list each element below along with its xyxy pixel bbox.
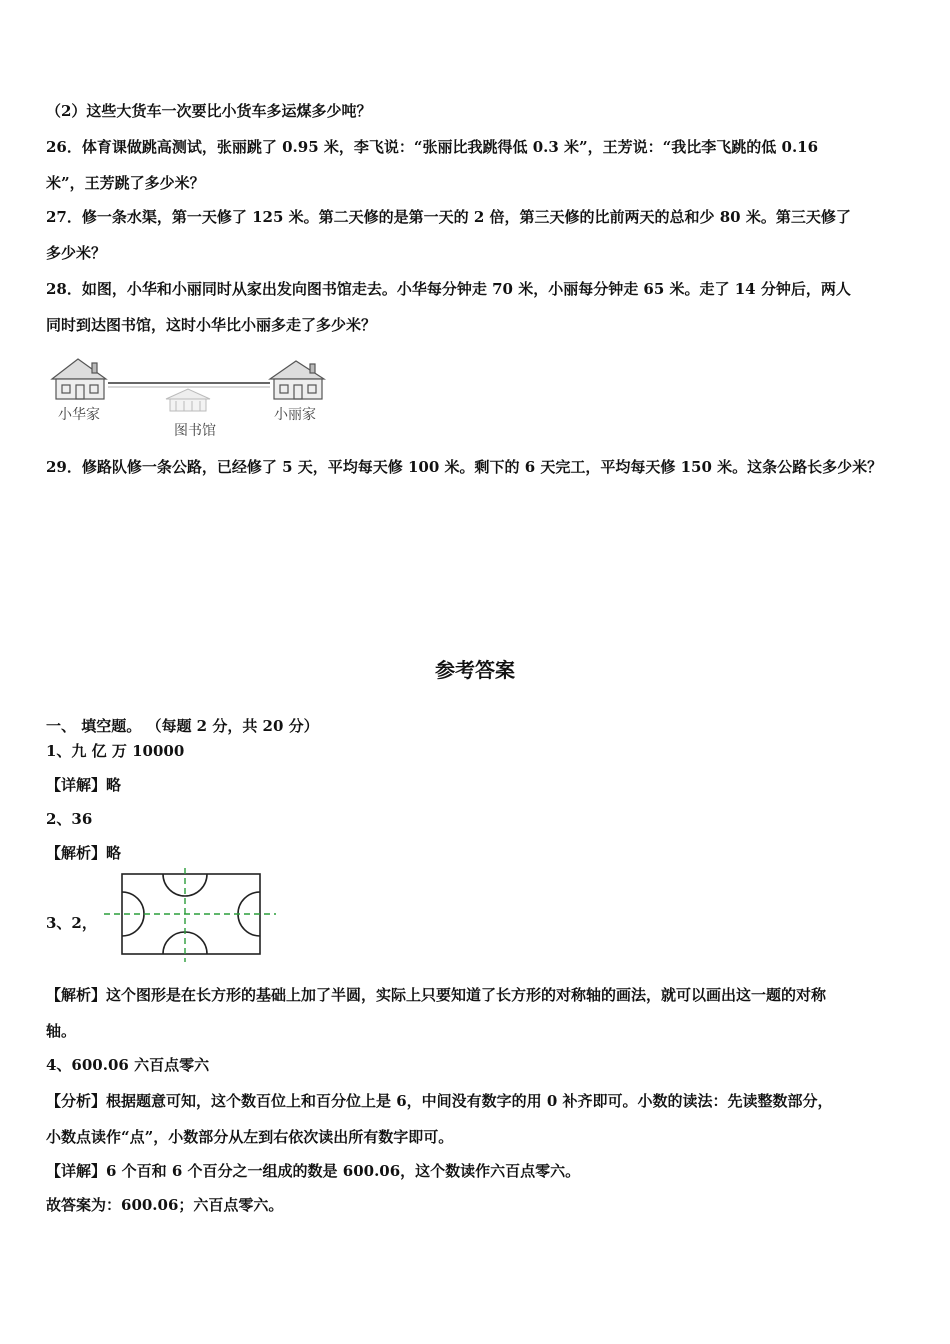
answer-3-analysis-line-2: 轴。 xyxy=(46,1022,77,1040)
left-house-label: 小华家 xyxy=(58,407,100,423)
answer-4-analysis-line-2: 小数点读作“点”，小数部分从左到右依次读出所有数字即可。 xyxy=(46,1128,454,1146)
right-house-icon xyxy=(270,361,324,399)
question-29: 29．修路队修一条公路，已经修了 5 天，平均每天修 100 米。剩下的 6 天完工，平均每天修 150 米。这条公路长多少米？ xyxy=(46,458,883,476)
answer-4-detail: 【详解】6 个百和 6 个百分之一组成的数是 600.06，这个数读作六百点零六。 xyxy=(46,1162,581,1180)
answer-3: 3、2， xyxy=(46,914,97,932)
question-28-line-1: 28．如图，小华和小丽同时从家出发向图书馆走去。小华每分钟走 70 米，小丽每分钟走 65 米。走了 14 分钟后，两人 xyxy=(46,280,851,298)
answer-4: 4、600.06 六百点零六 xyxy=(46,1056,210,1074)
answer-4-analysis-line-1: 【分析】根据题意可知，这个数百位上和百分位上是 6，中间没有数字的用 0 补齐即可。小数的读法：先读整数部分， xyxy=(46,1092,833,1110)
question-26-line-2: 米”，王芳跳了多少米？ xyxy=(46,174,205,192)
answer-2: 2、36 xyxy=(46,810,93,828)
library-icon xyxy=(166,389,210,411)
question-25-part-2: （2）这些大货车一次要比小货车多运煤多少吨？ xyxy=(46,102,372,120)
rectangle-semicircles-drawing xyxy=(96,868,316,964)
question-26-line-1: 26．体育课做跳高测试，张丽跳了 0.95 米，李飞说：“张丽比我跳得低 0.3 米”，王芳说：“我比李飞跳的低 0.16 xyxy=(46,138,819,156)
right-house-label: 小丽家 xyxy=(274,407,316,423)
answers-title: 参考答案 xyxy=(435,658,515,682)
question-28-line-2: 同时到达图书馆，这时小华比小丽多走了多少米？ xyxy=(46,316,377,334)
answer-1-detail: 【详解】略 xyxy=(46,776,122,794)
houses-drawing xyxy=(48,355,338,443)
left-house-icon xyxy=(52,359,106,399)
answer-1: 1、九 亿 万 10000 xyxy=(46,742,185,760)
answer-3-analysis-line-1: 【解析】这个图形是在长方形的基础上加了半圆，实际上只要知道了长方形的对称轴的画法，就可以画出这一题的对称 xyxy=(46,986,827,1004)
question-27-line-2: 多少米？ xyxy=(46,244,107,262)
symmetry-figure xyxy=(96,868,316,964)
houses-library-figure xyxy=(48,355,338,443)
question-27-line-1: 27．修一条水渠，第一天修了 125 米。第二天修的是第一天的 2 倍，第三天修的比前两天的总和少 80 米。第三天修了 xyxy=(46,208,851,226)
answer-4-final: 故答案为：600.06；六百点零六。 xyxy=(46,1196,284,1214)
section-1-heading: 一、 填空题。 （每题 2 分，共 20 分） xyxy=(46,717,319,735)
answer-2-analysis: 【解析】略 xyxy=(46,844,122,862)
library-label: 图书馆 xyxy=(174,423,216,439)
